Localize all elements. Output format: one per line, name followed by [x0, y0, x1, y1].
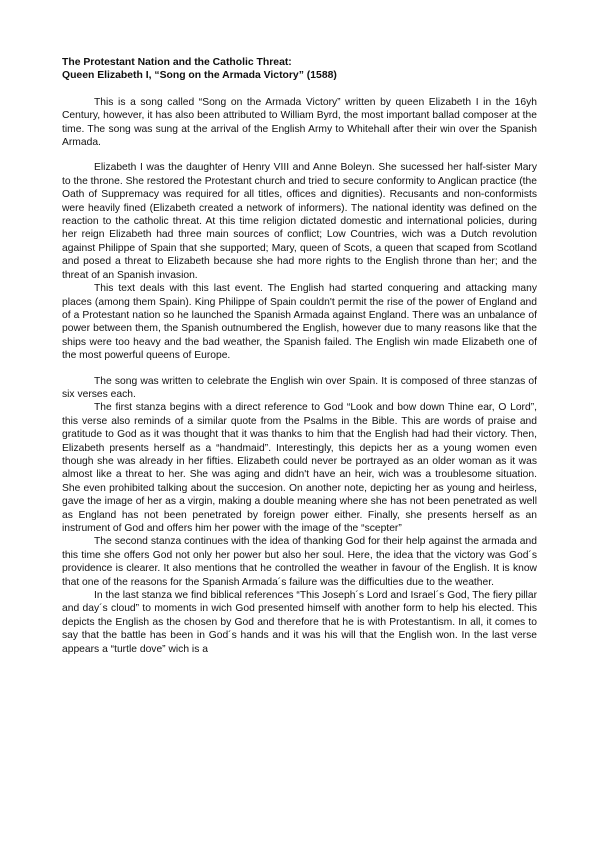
- paragraph-last-stanza: In the last stanza we find biblical references “This Joseph´s Lord and Israel´s God, The fiery pillar and day´s cloud” to moments in wich God presented himself with another form to help his elected. This depicts the English as the chosen by God and therefore that he is with Protestantism. In all, it comes to say that the battle has been in God´s hands and it was his will that the English won. In the last verse appears a “turtle dove” wich is a: [62, 590, 537, 655]
- paragraph-song-structure: The song was written to celebrate the English win over Spain. It is composed of three stanzas of six verses each.: [62, 375, 537, 400]
- paragraph-context: Elizabeth I was the daughter of Henry VIII and Anne Boleyn. She sucessed her half-sister Mary to the throne. She restored the Protestant church and tried to secure conformity to Anglican practice (the Oath of Suppremacy was required for all titles, offices and dignities). Recusants and non-conformists were heavily fined (Elizabeth created a network of informers). The national identity was defined on the reaction to the catholic threat. At this time religion dictated domestic and international policies, during her reign Elizabeth had three main sources of conflict; Low Countries, wich was a Dutch revolution against Philippe of Spain that she supported; Mary, queen of Scots, a queen that scaped from Scotland and posed a threat to Elizabeth because she had more rights to the English throne than her; and the threat of an Spanish invasion.: [62, 162, 537, 281]
- document-title: [62, 56, 537, 83]
- paragraph-second-stanza: The second stanza continues with the idea of thanking God for their help against the armada and this time she offers God not only her power but also her soul. Here, the idea that the victory was God´s providence is clearer. It also mentions that he controlled the weather in favour of the English. It is know that one of the reasons for the Spanish Armada´s failure was the difficulties due to the weather.: [62, 536, 537, 588]
- paragraph-armada: This text deals with this last event. The English had started conquering and attacking many places (among them Spain). King Philippe of Spain couldn't permit the rise of the power of England and of a Protestant nation so he launched the Spanish Armada against England. There was an unbalance of power between them, the Spanish outnumbered the English, however due to many reasons like that the ships were too heavy and the bad weather, the Spanish failed. The English win made Elizabeth one of the most powerful queens of Europe.: [62, 283, 537, 362]
- paragraph-first-stanza: The first stanza begins with a direct reference to God “Look and bow down Thine ear, O Lord”, this verse also reminds of a similar quote from the Psalms in the Bible. This are words of praise and gratitude to God as it was thought that it was thanks to him that the English had had their victory. Then, Elizabeth presents herself as a “handmaid”. Interestingly, this depicts her as a young women even though she was already in her fifties. Elizabeth could never be portrayed as an older woman as it was almost like a threat to her. She was aging and didn't have an heir, wich was a troublesome situation. She even prohibited talking about the succesion. On another note, depicting her as young and heirless, gave the image of her as a virgin, making a double meaning where she has not been penetrated as well as England has not been penetrated by foreign power either. Finally, she presents herself as an instrument of God and offers him her power with the image of the “scepter”: [62, 402, 537, 534]
- paragraph-intro: This is a song called “Song on the Armada Victory” written by queen Elizabeth I in the 16yh Century, however, it has also been attributed to William Byrd, the most important ballad composer at the time. The song was sung at the arrival of the English Army to Whitehall after their win over the Spanish Armada.: [62, 96, 537, 149]
- title-line-2: Queen Elizabeth I, “Song on the Armada Victory” (1588): [62, 70, 337, 82]
- title-line-1: The Protestant Nation and the Catholic Threat:: [62, 57, 292, 68]
